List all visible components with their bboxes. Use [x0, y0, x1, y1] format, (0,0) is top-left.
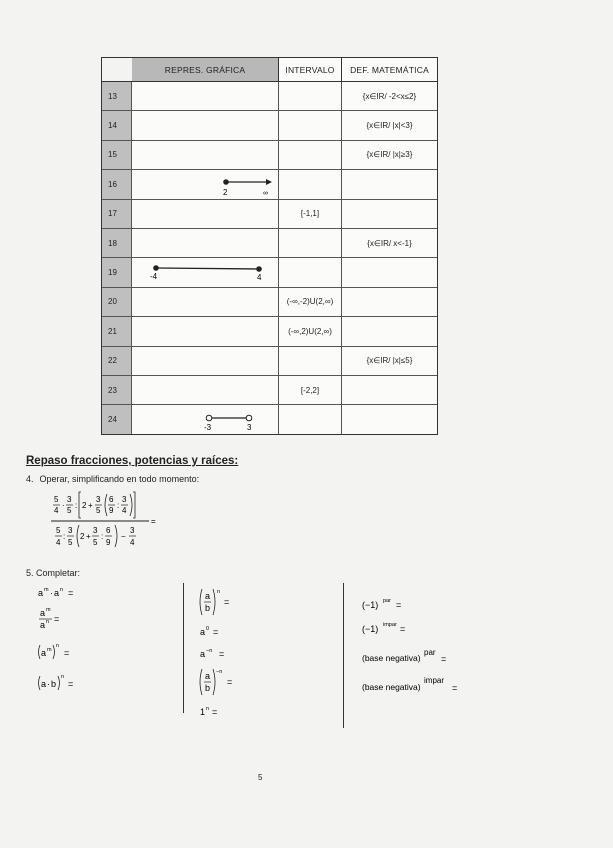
- header-def-matematica: DEF. MATEMÁTICA: [350, 64, 429, 75]
- base-a: a: [205, 671, 211, 681]
- num-f5-numerator: 3: [122, 495, 127, 504]
- graph-left-label: -4: [150, 272, 158, 282]
- column-divider: [183, 583, 184, 713]
- num-f1-denominator: 4: [54, 506, 59, 515]
- graph-cell: [132, 288, 279, 316]
- den-two: 2: [80, 532, 85, 541]
- definition-cell: [342, 405, 437, 433]
- power-rules-column-2: [197, 585, 277, 720]
- closed-point-icon: [223, 179, 229, 185]
- equals-sign: =: [54, 614, 60, 624]
- base-negative: (base negativa): [362, 653, 421, 663]
- power-rules-column-3: [360, 590, 480, 700]
- graph-left-label: -3: [204, 423, 212, 433]
- equals-sign: =: [68, 588, 74, 598]
- open-point-icon: [246, 415, 252, 421]
- base-b: b: [205, 683, 211, 693]
- graph-cell: [132, 200, 279, 228]
- row-number: 20: [102, 288, 132, 316]
- plus-op: +: [88, 501, 93, 510]
- den-f2-denominator: 5: [68, 538, 73, 547]
- base-a: a: [205, 591, 211, 601]
- row-number: 14: [102, 111, 132, 139]
- num-f5-denominator: 4: [122, 506, 127, 515]
- rule-negative-exponent: [200, 648, 224, 659]
- exp-par: par: [424, 648, 436, 657]
- den-f4-denominator: 9: [106, 538, 111, 547]
- equals-sign: =: [452, 683, 458, 693]
- graph-right-label: ∞: [263, 190, 268, 198]
- exercise-4: [26, 474, 199, 484]
- den-f6-numerator: 3: [130, 526, 135, 535]
- exercise-4-text: Operar, simplificando en todo momento:: [39, 474, 200, 484]
- equals-sign: =: [212, 707, 218, 717]
- equals-sign: =: [396, 600, 402, 610]
- interval-cell: [-2,2]: [279, 376, 342, 404]
- definition-cell: [342, 258, 437, 286]
- graph-cell: [132, 82, 279, 110]
- rule-minus-one-odd: [362, 622, 405, 634]
- colon-op: :: [117, 501, 120, 510]
- den-f2-numerator: 3: [68, 526, 73, 535]
- rule-zero-exponent: [200, 626, 218, 637]
- rule-power-of-power: [39, 643, 70, 659]
- row-number: 19: [102, 258, 132, 286]
- base-a: a: [200, 627, 206, 637]
- rule-product-same-base: [38, 587, 73, 598]
- exp-n: n: [56, 643, 60, 649]
- equals-sign: =: [441, 654, 447, 664]
- den-f1-denominator: 4: [56, 538, 61, 547]
- exp-m: m: [44, 587, 49, 593]
- definition-cell: [342, 317, 437, 345]
- row-number: 21: [102, 317, 132, 345]
- table-row: [102, 141, 437, 170]
- equals-sign: =: [64, 648, 70, 658]
- definition-cell: [342, 376, 437, 404]
- definition-cell: {x∈IR/ |x|≥3}: [366, 150, 413, 160]
- table-row: [102, 200, 437, 229]
- rule-quotient-negative-exponent: [200, 669, 232, 695]
- equals-sign: =: [151, 517, 156, 526]
- definition-cell: {x∈IR/ |x|≤5}: [366, 356, 413, 366]
- exercise-5-number: 5.: [26, 568, 34, 578]
- interval-cell: [279, 258, 342, 286]
- rule-one-power: [200, 706, 217, 717]
- open-point-icon: [206, 415, 212, 421]
- row-number: 17: [102, 200, 132, 228]
- num-f4-denominator: 9: [109, 506, 114, 515]
- num-f2-numerator: 3: [67, 495, 72, 504]
- interval-cell: [-1,1]: [279, 200, 342, 228]
- base-a: a: [200, 649, 206, 659]
- exp-neg-n: −n: [206, 648, 213, 654]
- graph-cell: [132, 170, 279, 198]
- exp-zero: 0: [206, 626, 210, 632]
- base-a: a: [41, 648, 47, 658]
- row-number: 15: [102, 141, 132, 169]
- num-f1-numerator: 5: [54, 495, 59, 504]
- base-negative: (base negativa): [362, 682, 421, 692]
- exp-m: m: [46, 607, 51, 613]
- rule-power-of-quotient: [200, 589, 229, 615]
- equals-sign: =: [224, 597, 230, 607]
- dot-op: ·: [62, 501, 65, 510]
- interval-cell: [279, 347, 342, 375]
- header-intervalo: INTERVALO: [279, 58, 342, 81]
- number-line-open-segment: [132, 405, 278, 433]
- base-minus-one: (−1): [362, 624, 379, 634]
- row-number: 13: [102, 82, 132, 110]
- graph-cell: [132, 347, 279, 375]
- exp-n: n: [61, 674, 65, 680]
- graph-right-label: 4: [257, 273, 262, 283]
- colon-op: :: [63, 532, 66, 541]
- base-a: a: [38, 588, 44, 598]
- base-a: a: [41, 679, 47, 689]
- base-a: a: [54, 588, 60, 598]
- table-row: [102, 405, 437, 433]
- interval-cell: [279, 170, 342, 198]
- rule-power-of-product: [39, 674, 74, 690]
- intervals-table: [101, 57, 438, 435]
- graph-cell: [132, 405, 279, 433]
- dot-op: ·: [50, 588, 53, 598]
- exp-n: n: [206, 706, 210, 712]
- colon-op: :: [101, 532, 104, 541]
- exercise-5: [26, 568, 80, 578]
- dot-op: ·: [47, 679, 50, 689]
- exp-impar: impar: [424, 676, 445, 685]
- base-b: b: [51, 679, 57, 689]
- definition-cell: {x∈IR/ |x|<3}: [366, 121, 413, 131]
- page-number: 5: [258, 773, 263, 782]
- definition-cell: {x∈IR/ x<-1}: [367, 238, 412, 248]
- equals-sign: =: [227, 677, 233, 687]
- exp-m: m: [47, 647, 52, 653]
- row-number: 24: [102, 405, 132, 433]
- den-f6-denominator: 4: [130, 538, 135, 547]
- num-f2-denominator: 5: [67, 506, 72, 515]
- interval-cell: (-∞,-2)U(2,∞): [279, 288, 342, 316]
- column-divider: [343, 583, 344, 728]
- row-number: 23: [102, 376, 132, 404]
- graph-cell: [132, 111, 279, 139]
- base-a: a: [40, 620, 46, 630]
- equals-sign: =: [400, 624, 406, 634]
- table-row: [102, 229, 437, 258]
- interval-cell: [279, 141, 342, 169]
- number-line-segment: [132, 258, 278, 286]
- equals-sign: =: [213, 627, 219, 637]
- row-number: 18: [102, 229, 132, 257]
- section-title: Repaso fracciones, potencias y raíces:: [26, 455, 239, 467]
- definition-cell: [342, 288, 437, 316]
- table-header: [102, 58, 437, 82]
- header-repres-grafica: REPRES. GRÁFICA: [132, 58, 279, 81]
- interval-cell: [279, 82, 342, 110]
- den-f3-numerator: 3: [93, 526, 98, 535]
- num-f3-denominator: 5: [96, 506, 101, 515]
- power-rules-column-1: [36, 585, 126, 695]
- definition-cell: {x∈IR/ -2<x≤2}: [362, 91, 417, 101]
- plus-op: +: [86, 532, 91, 541]
- table-row: [102, 82, 437, 111]
- exercise-4-number: 4.: [26, 474, 34, 484]
- graph-cell: [132, 229, 279, 257]
- base-b: b: [205, 603, 211, 613]
- table-row: [102, 111, 437, 140]
- row-number: 22: [102, 347, 132, 375]
- exp-n: n: [60, 587, 64, 593]
- colon-op: :: [75, 501, 78, 510]
- table-row: [102, 317, 437, 346]
- graph-left-label: 2: [223, 188, 228, 198]
- num-f3-numerator: 3: [96, 495, 101, 504]
- exp-impar: impar: [383, 622, 397, 628]
- interval-cell: [279, 405, 342, 433]
- interval-cell: (-∞,2)U(2,∞): [279, 317, 342, 345]
- graph-cell: [132, 376, 279, 404]
- table-row: [102, 376, 437, 405]
- table-row: [102, 288, 437, 317]
- fraction-expression: [50, 488, 170, 553]
- graph-cell: [132, 317, 279, 345]
- table-row: [102, 258, 437, 287]
- num-two: 2: [82, 501, 87, 510]
- den-f3-denominator: 5: [93, 538, 98, 547]
- header-number-spacer: [102, 58, 132, 81]
- base-minus-one: (−1): [362, 600, 379, 610]
- rule-negative-base-odd: [362, 676, 457, 693]
- exp-neg-n: −n: [216, 669, 223, 675]
- minus-op: −: [121, 532, 126, 541]
- base-one: 1: [200, 707, 206, 717]
- den-f1-numerator: 5: [56, 526, 61, 535]
- exp-n: n: [217, 589, 221, 595]
- interval-cell: [279, 111, 342, 139]
- number-line-ray: [132, 170, 278, 198]
- graph-cell: [132, 141, 279, 169]
- exp-n: n: [46, 619, 50, 625]
- closed-point-icon: [153, 266, 159, 272]
- row-number: 16: [102, 170, 132, 198]
- closed-point-icon: [256, 267, 262, 273]
- rule-negative-base-even: [362, 648, 446, 664]
- interval-cell: [279, 229, 342, 257]
- rule-minus-one-even: [362, 598, 401, 610]
- equals-sign: =: [68, 679, 74, 689]
- exp-par: par: [383, 598, 391, 604]
- definition-cell: [342, 200, 437, 228]
- equals-sign: =: [219, 649, 225, 659]
- rule-quotient-same-base: [39, 607, 59, 630]
- table-row: [102, 347, 437, 376]
- base-a: a: [40, 608, 46, 618]
- num-f4-numerator: 6: [109, 495, 114, 504]
- table-row: [102, 170, 437, 199]
- graph-cell: [132, 258, 279, 286]
- definition-cell: [342, 170, 437, 198]
- exercise-5-text: Completar:: [36, 568, 81, 578]
- den-f4-numerator: 6: [106, 526, 111, 535]
- graph-right-label: 3: [247, 423, 252, 433]
